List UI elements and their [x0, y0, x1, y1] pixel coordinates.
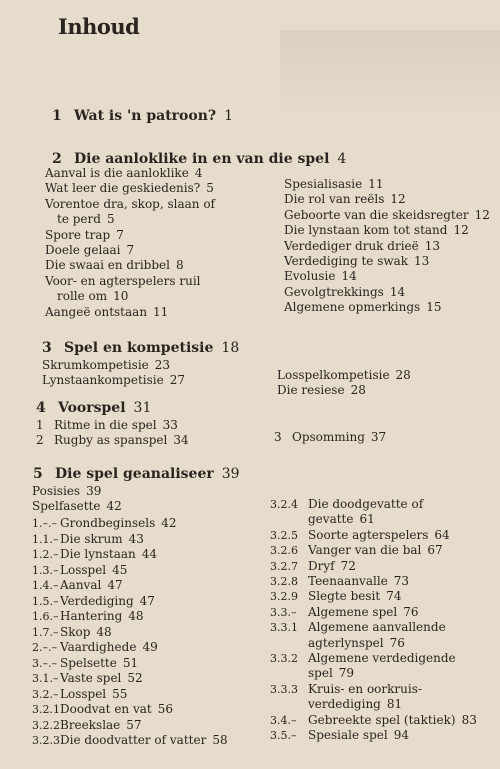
toc-entry: 3.3.3 Kruis- en oorkruis-	[270, 681, 422, 696]
chapter-number: 5	[33, 466, 43, 482]
toc-entry: 3.3.2 Algemene verdedigende	[270, 651, 456, 666]
chapter-title: Wat is 'n patroon?	[74, 108, 217, 124]
toc-entry: 3.1.– Vaste spel 52	[32, 671, 143, 685]
chapter-5-right-list	[270, 497, 477, 744]
chapter-page: 31	[133, 400, 152, 416]
toc-entry: 3.–.– Spelsette 51	[32, 655, 139, 670]
toc-entry: Posisies 39	[32, 484, 102, 498]
chapter-number: 3	[42, 340, 52, 356]
toc-entry: Voor- en agterspelers ruil	[45, 273, 201, 288]
chapter-number: 4	[36, 400, 46, 416]
toc-entry: 3.3.– Algemene spel 76	[270, 604, 419, 619]
toc-entry: 3.2.1Doodvat en vat 56	[32, 702, 174, 716]
toc-entry: Evolusie 14	[284, 269, 357, 284]
toc-entry: Vorentoe dra, skop, slaan of	[45, 196, 215, 211]
toc-entry: 3.2.7 Dryf 72	[270, 558, 356, 573]
toc-entry-continued: verdediging 81	[308, 697, 403, 712]
toc-entry: Die swaai en dribbel 8	[45, 258, 184, 273]
toc-entry: 1.5.– Verdediging 47	[32, 593, 155, 608]
toc-entry: 3 Opsomming 37	[274, 430, 387, 444]
toc-entry: 3.2.4 Die doodgevatte of	[270, 497, 424, 511]
toc-entry: Wat leer die geskiedenis? 5	[45, 181, 214, 196]
toc-entry: Spesialisasie 11	[284, 177, 384, 191]
toc-entry: 3.2.3Die doodvatter of vatter 58	[32, 733, 228, 747]
toc-entry: 2 Rugby as spanspel 34	[36, 433, 189, 448]
toc-entry: Aangeë ontstaan 11	[45, 304, 169, 319]
toc-entry: Geboorte van die skeidsregter 12	[284, 207, 490, 222]
show-through-shadow	[280, 30, 500, 120]
chapter-3-right-list	[277, 368, 411, 399]
toc-entry: 3.5.– Spesiale spel 94	[270, 728, 409, 743]
toc-entry: 1.4.– Aanval 47	[32, 578, 123, 592]
chapter-page: 18	[221, 340, 240, 356]
toc-entry: Die resiese 28	[277, 383, 366, 398]
toc-entry: Die lynstaan kom tot stand 12	[284, 223, 469, 238]
toc-entry: 1.–.– Grondbeginsels 42	[32, 516, 177, 530]
toc-entry: Spore trap 7	[45, 227, 124, 242]
chapter-page: 39	[221, 466, 240, 482]
toc-entry: Doele gelaai 7	[45, 243, 135, 258]
toc-entry: Gevolgtrekkings 14	[284, 284, 406, 299]
toc-entry: Verdediger druk drieë 13	[284, 238, 441, 253]
chapter-heading-3	[42, 340, 239, 356]
toc-entry: 1.1.– Die skrum 43	[32, 531, 144, 546]
chapter-3-left-list	[42, 358, 185, 389]
chapter-2-right-list	[284, 177, 490, 316]
chapter-title: Voorspel	[58, 400, 126, 416]
toc-entry: 1.6.– Hantering 48	[32, 609, 144, 623]
toc-entry: 3.4.– Gebreekte spel (taktiek) 83	[270, 712, 477, 727]
toc-entry: Skrumkompetisie 23	[42, 358, 171, 372]
chapter-heading-5	[33, 466, 240, 482]
chapter-heading-4	[36, 400, 151, 416]
toc-entry: 3.2.5 Soorte agterspelers 64	[270, 527, 450, 542]
chapter-title: Spel en kompetisie	[64, 340, 214, 356]
chapter-heading-1	[52, 108, 233, 124]
toc-entry: 3.2.– Losspel 55	[32, 686, 128, 701]
chapter-page: 1	[224, 108, 234, 124]
toc-entry-continued: rolle om 10	[57, 289, 129, 304]
chapter-number: 1	[52, 108, 62, 124]
chapter-2-left-list	[45, 166, 215, 320]
toc-entry-continued: agterlynspel 76	[308, 635, 405, 650]
toc-entry: 1 Ritme in die spel 33	[36, 418, 178, 432]
toc-entry: Losspelkompetisie 28	[277, 368, 411, 382]
toc-entry: Die rol van reëls 12	[284, 192, 406, 207]
toc-entry: 3.2.2Breekslae 57	[32, 717, 142, 732]
toc-entry: 3.2.8 Teenaanvalle 73	[270, 574, 410, 589]
toc-entry: 3.2.9 Slegte besit 74	[270, 589, 402, 604]
chapter-page: 4	[337, 151, 347, 167]
toc-entry: Lynstaankompetisie 27	[42, 373, 185, 388]
toc-entry: 1.3.– Losspel 45	[32, 562, 128, 577]
toc-entry: 2.–.– Vaardighede 49	[32, 640, 158, 654]
page-title: Inhoud	[58, 14, 140, 39]
chapter-5-left-list	[32, 516, 228, 749]
toc-entry: 1.2.– Die lynstaan 44	[32, 547, 158, 561]
chapter-number: 2	[52, 151, 62, 167]
toc-entry: 1.7.– Skop 48	[32, 624, 112, 639]
chapter-heading-2	[52, 151, 346, 167]
chapter-title: Die aanloklike in en van die spel	[74, 151, 330, 167]
chapter-title: Die spel geanaliseer	[55, 466, 214, 482]
chapter-5-top-list	[32, 484, 122, 515]
toc-entry: Spelfasette 42	[32, 499, 122, 514]
toc-entry: Aanval is die aanloklike 4	[45, 166, 203, 180]
toc-entry: Algemene opmerkings 15	[284, 300, 442, 315]
chapter-4-left-list	[36, 418, 189, 449]
toc-entry: 3.2.6 Vanger van die bal 67	[270, 543, 443, 558]
toc-entry-continued: te perd 5	[57, 212, 115, 227]
toc-entry: Verdediging te swak 13	[284, 254, 430, 269]
toc-entry: 3.3.1 Algemene aanvallende	[270, 620, 446, 635]
chapter-4-right-list	[274, 430, 386, 445]
toc-entry-continued: gevatte 61	[308, 512, 375, 527]
toc-entry-continued: spel 79	[308, 666, 355, 681]
